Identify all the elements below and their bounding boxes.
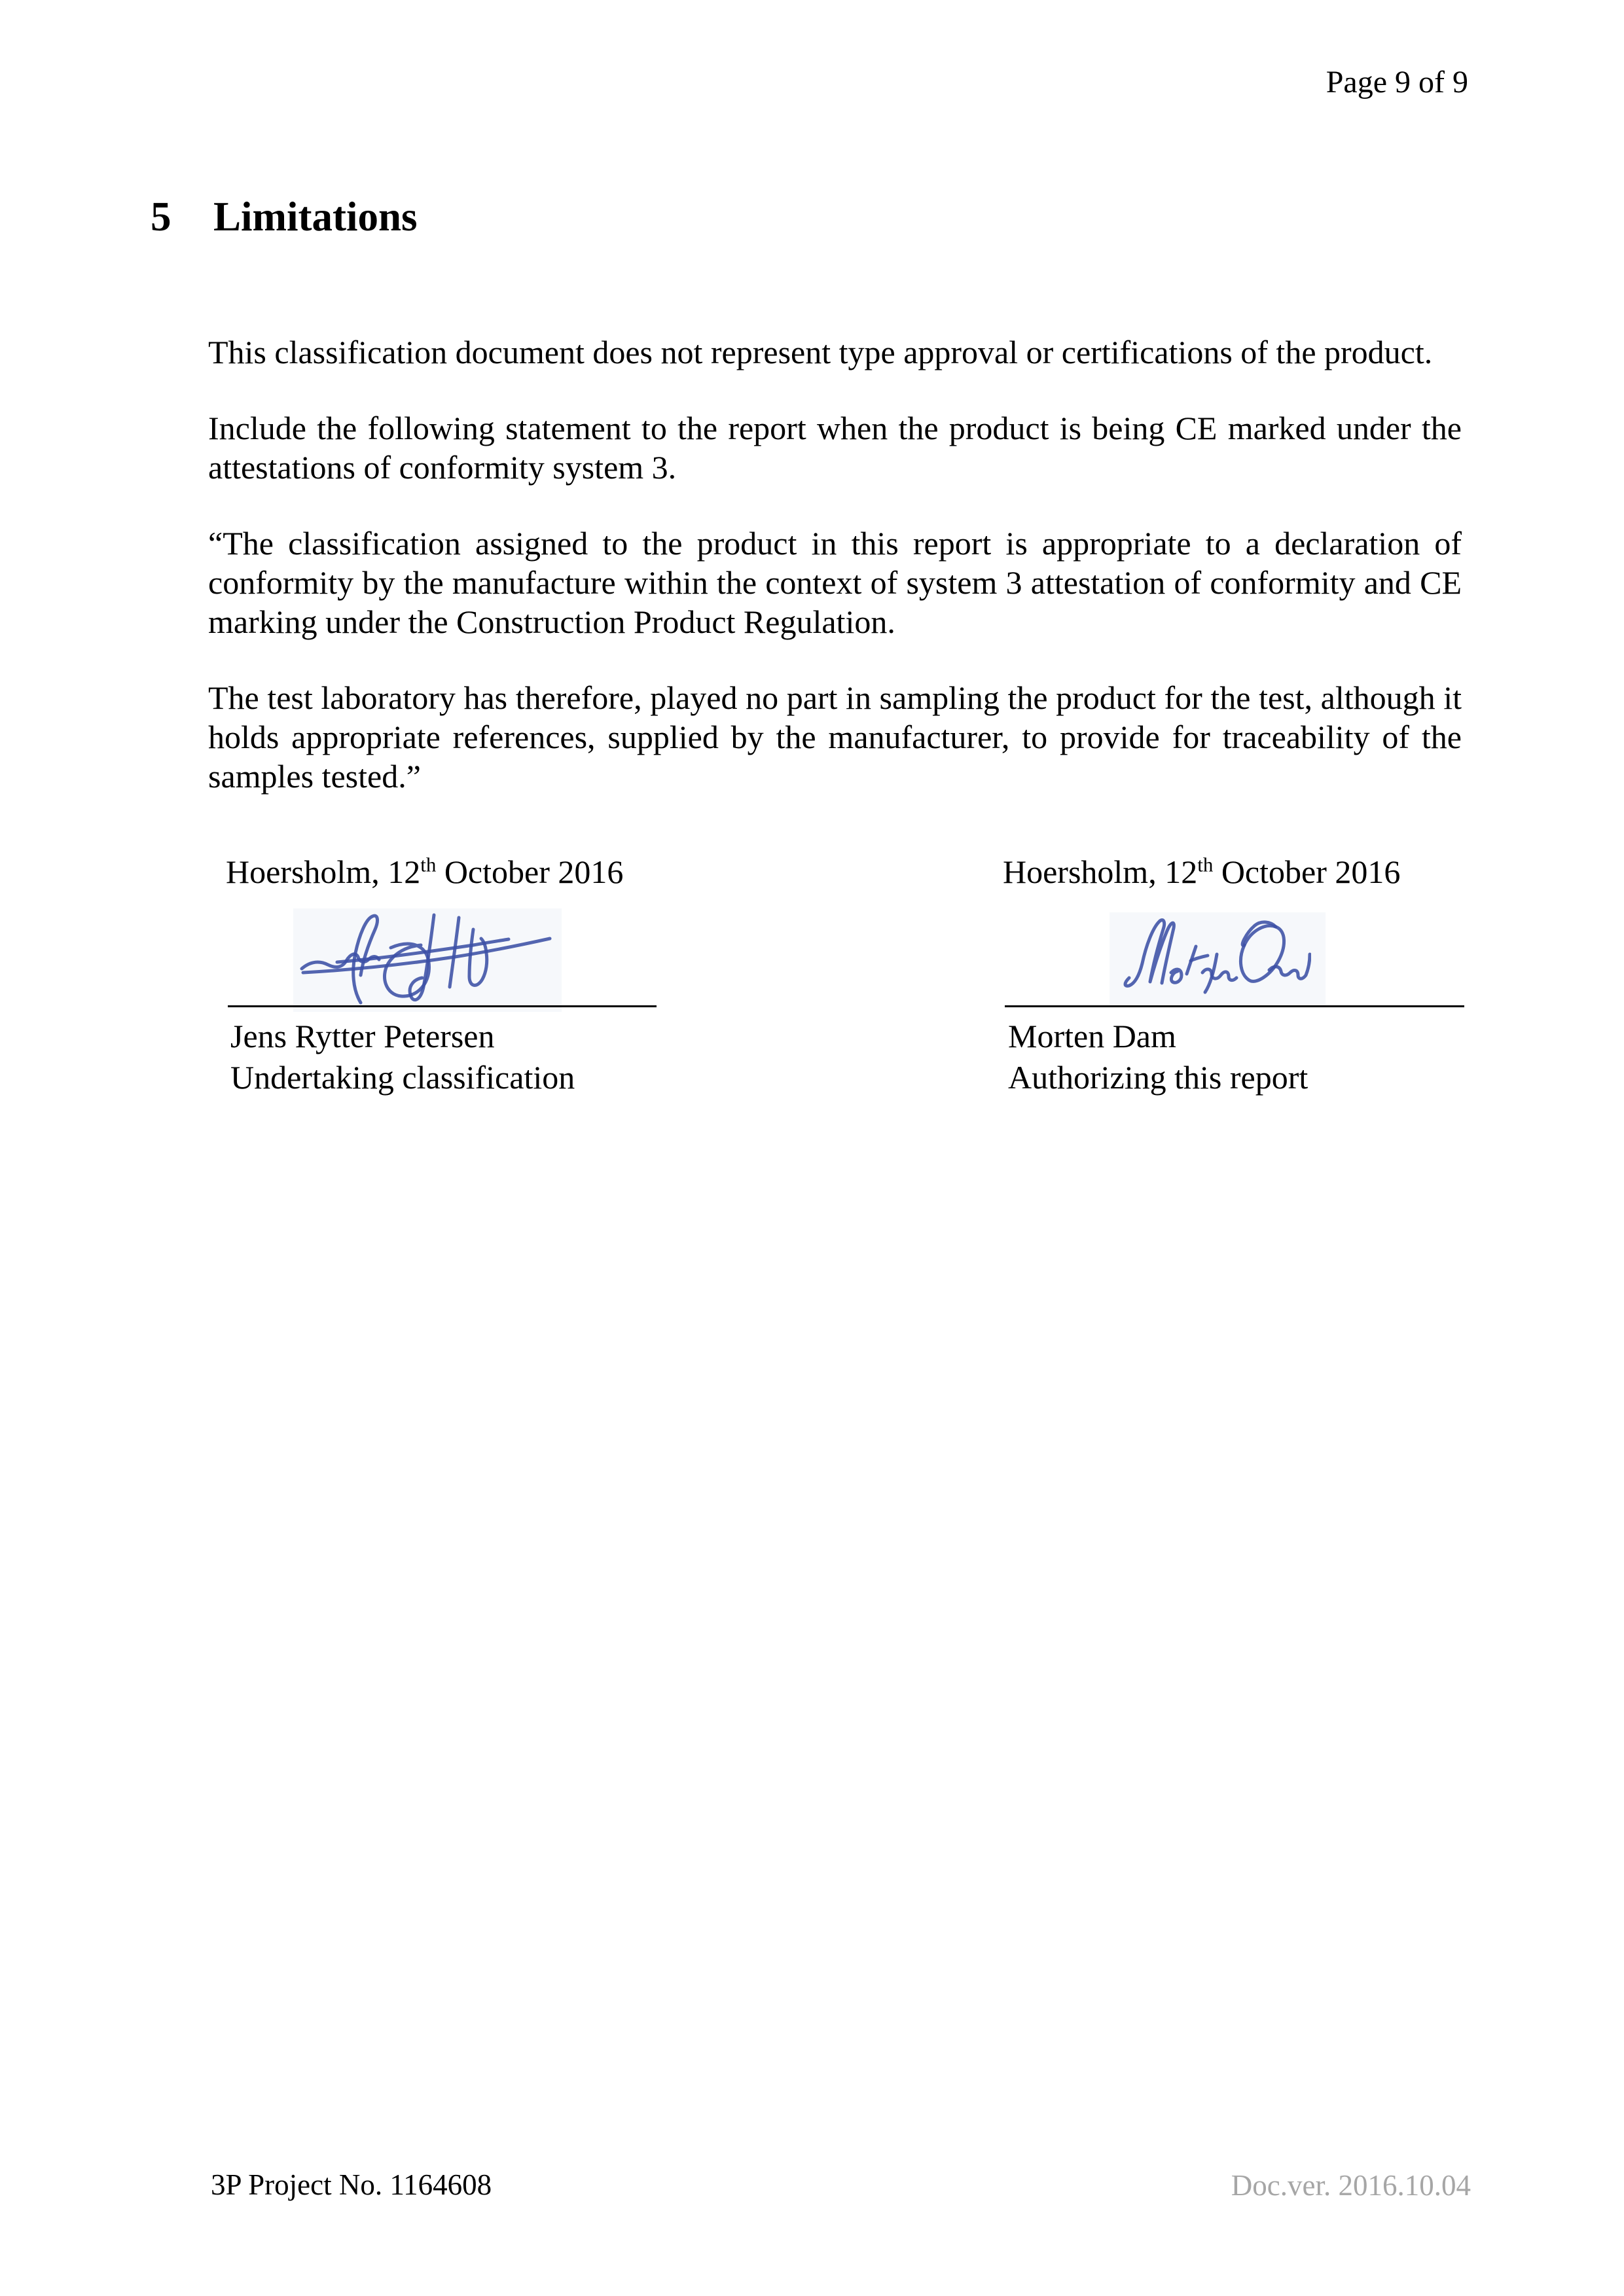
signatory-role: Undertaking classification xyxy=(230,1059,575,1096)
date-text: Hoersholm, 12 xyxy=(1003,853,1198,890)
signature-line xyxy=(228,1005,657,1007)
paragraph-3: “The classification assigned to the product in this report is appropriate to a declaration of conformity by the manufacture within the context of system 3 attestation of conformity and CE marking under the Construction Product Regulation. xyxy=(208,525,1462,640)
section-number: 5 xyxy=(151,194,171,240)
date-ordinal-superscript: th xyxy=(420,853,437,876)
paragraph-1: This classification document does not represent type approval or certifications of the product. xyxy=(208,334,1433,370)
handwritten-signature-icon xyxy=(1121,915,1311,997)
paragraph-4: The test laboratory has therefore, played no part in sampling the product for the test, although it holds appropriate references, supplied by the manufacturer, to provide for traceability of the samples tested.” xyxy=(208,679,1462,795)
signatory-role: Authorizing this report xyxy=(1008,1059,1308,1096)
footer-doc-version: Doc.ver. 2016.10.04 xyxy=(1231,2169,1471,2202)
signatory-right xyxy=(1008,1016,1308,1098)
signature-date-right xyxy=(1003,853,1400,891)
footer-project-number: 3P Project No. 1164608 xyxy=(211,2168,492,2201)
date-text: October 2016 xyxy=(436,853,624,890)
signature-line xyxy=(1005,1005,1464,1007)
body-paragraphs xyxy=(208,332,1462,833)
signature-date-left xyxy=(226,853,623,891)
signatory-left xyxy=(230,1016,575,1098)
paragraph-2: Include the following statement to the report when the product is being CE marked under the attestations of conformity system 3. xyxy=(208,410,1462,486)
date-text: October 2016 xyxy=(1213,853,1401,890)
date-ordinal-superscript: th xyxy=(1197,853,1214,876)
section-heading xyxy=(151,194,418,240)
page-number: Page 9 of 9 xyxy=(1326,65,1468,99)
signatory-name: Jens Rytter Petersen xyxy=(230,1018,495,1054)
handwritten-signature-icon xyxy=(298,910,553,1011)
date-text: Hoersholm, 12 xyxy=(226,853,421,890)
section-title: Limitations xyxy=(213,194,418,240)
signatory-name: Morten Dam xyxy=(1008,1018,1176,1054)
